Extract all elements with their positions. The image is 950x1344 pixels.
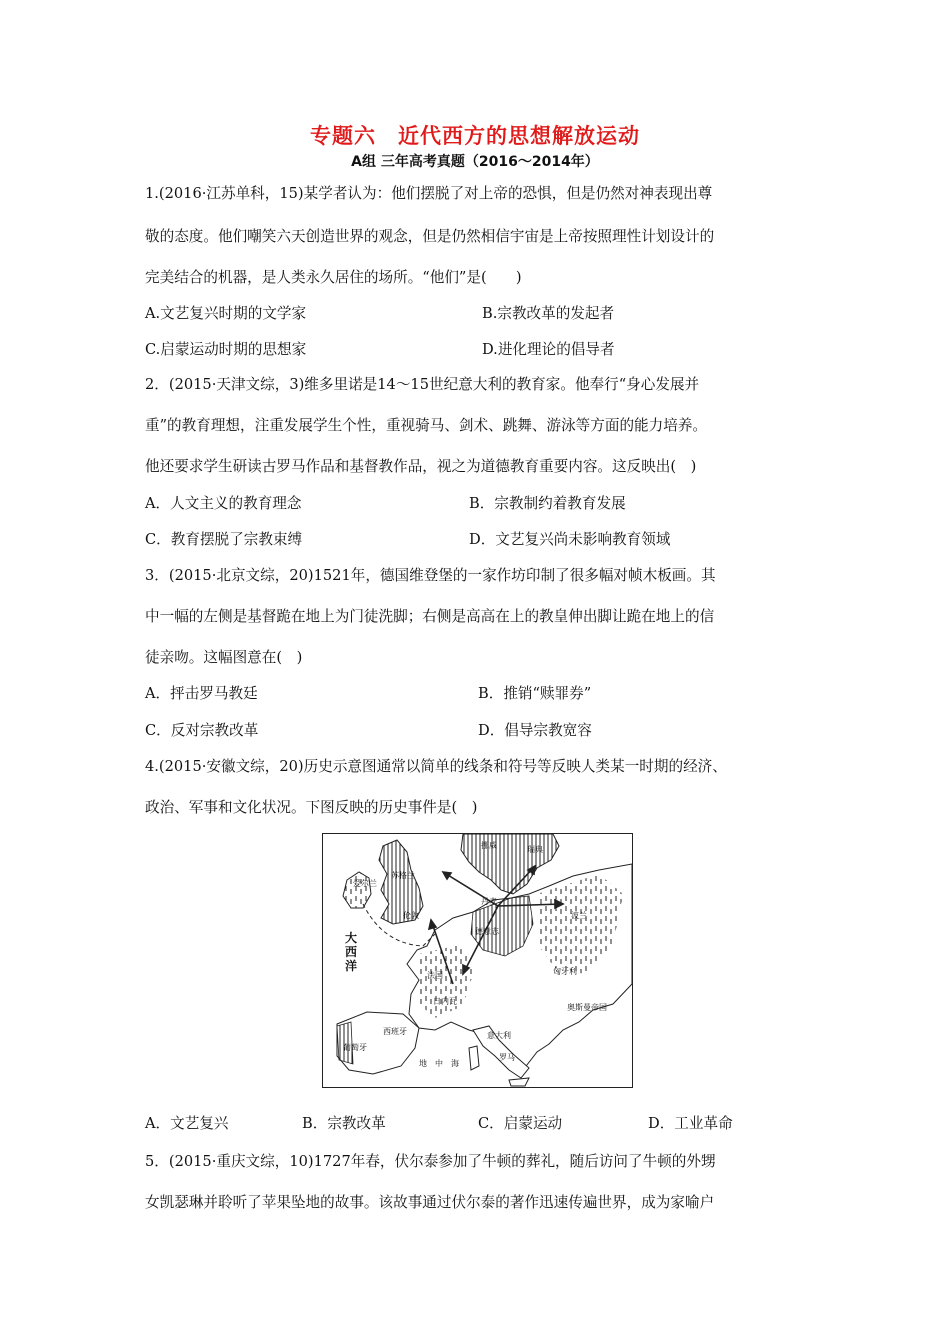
- q2-option-a[interactable]: A．人文主义的教育理念: [145, 495, 302, 512]
- map-label-portugal: 葡萄牙: [343, 1043, 367, 1052]
- q1-option-a[interactable]: A.文艺复兴时期的文学家: [145, 305, 307, 322]
- europe-reformation-map: [322, 833, 633, 1088]
- q1-line-2: 敬的态度。他们嘲笑六天创造世界的观念，但是仍然相信宇宙是上帝按照理性计划设计的: [145, 228, 715, 245]
- q3-option-a[interactable]: A．抨击罗马教廷: [145, 685, 258, 702]
- map-label-ocean-3: 洋: [345, 959, 358, 973]
- q2-option-c[interactable]: C．教育摆脱了宗教束缚: [145, 531, 303, 548]
- q5-line-2: 女凯瑟琳并聆听了苹果坠地的故事。该故事通过伏尔泰的著作迅速传遍世界，成为家喻户: [145, 1194, 715, 1211]
- map-label-ireland: 爱尔兰: [353, 879, 377, 888]
- q2-line-3: 他还要求学生研读古罗马作品和基督教作品，视之为道德教育重要内容。这反映出( ): [145, 458, 697, 475]
- q3-option-c[interactable]: C．反对宗教改革: [145, 722, 259, 739]
- map-label-ottoman: 奥斯曼帝国: [567, 1003, 607, 1012]
- q4-line-1: 4.(2015·安徽文综，20)历史示意图通常以简单的线条和符号等反映人类某一时期的经济、: [145, 758, 727, 775]
- scandinavia-region: [461, 834, 559, 894]
- map-label-scotland: 苏格兰: [391, 871, 415, 880]
- page-title: 专题六 近代西方的思想解放运动: [310, 124, 640, 148]
- map-label-sea: 地 中 海: [419, 1059, 459, 1068]
- q3-line-2: 中一幅的左侧是基督跪在地上为门徒洗脚；右侧是高高在上的教皇伸出脚让跪在地上的信: [145, 608, 715, 625]
- q4-option-b[interactable]: B．宗教改革: [302, 1115, 386, 1132]
- map-label-london: 伦敦: [403, 911, 419, 920]
- q3-line-1: 3．(2015·北京文综，20)1521年，德国维登堡的一家作坊印制了很多幅对帧木板画。其: [145, 567, 716, 584]
- map-label-hungary: 匈牙利: [553, 967, 577, 976]
- q5-line-1: 5．(2015·重庆文综，10)1727年春，伏尔泰参加了牛顿的葬礼，随后访问了牛顿的外甥: [145, 1153, 716, 1170]
- map-label-norway: 挪威: [481, 841, 497, 850]
- map-label-germany: 德意志: [475, 927, 499, 936]
- q4-line-2: 政治、军事和文化状况。下图反映的历史事件是( ): [145, 799, 478, 816]
- q2-option-d[interactable]: D．文艺复兴尚未影响教育领域: [469, 531, 671, 548]
- map-label-france: 法国: [427, 971, 443, 980]
- map-label-rome: 罗马: [499, 1053, 515, 1062]
- map-label-italy: 意大利: [487, 1031, 511, 1040]
- q3-option-d[interactable]: D．倡导宗教宽容: [478, 722, 592, 739]
- map-label-ocean-1: 大: [345, 931, 358, 945]
- map-label-spain: 西班牙: [383, 1027, 407, 1036]
- q2-line-1: 2．(2015·天津文综，3)维多里诺是14～15世纪意大利的教育家。他奉行“身心发展并: [145, 376, 700, 393]
- ireland-region: [343, 872, 371, 908]
- map-label-denmark: 丹麦: [481, 897, 497, 906]
- q2-option-b[interactable]: B．宗教制约着教育发展: [469, 495, 626, 512]
- map-label-sweden: 瑞典: [527, 845, 543, 854]
- q1-line-1: 1.(2016·江苏单科，15)某学者认为：他们摆脱了对上帝的恐惧，但是仍然对神表现出尊: [145, 185, 713, 202]
- map-label-ocean-2: 西: [345, 945, 358, 959]
- map-label-geneva: 日内瓦: [433, 997, 457, 1006]
- q4-option-c[interactable]: C．启蒙运动: [478, 1115, 563, 1132]
- q3-line-3: 徒亲吻。这幅图意在( ): [145, 649, 303, 666]
- map-svg: [323, 834, 632, 1087]
- q4-option-d[interactable]: D．工业革命: [648, 1115, 733, 1132]
- q1-option-b[interactable]: B.宗教改革的发起者: [482, 305, 615, 322]
- q1-line-3: 完美结合的机器，是人类永久居住的场所。“他们”是( ): [145, 269, 522, 286]
- q2-line-2: 重”的教育理想，注重发展学生个性，重视骑马、剑术、跳舞、游泳等方面的能力培养。: [145, 417, 708, 434]
- q1-option-d[interactable]: D.进化理论的倡导者: [482, 341, 615, 358]
- q3-option-b[interactable]: B．推销“赎罪券”: [478, 685, 592, 702]
- q4-option-a[interactable]: A．文艺复兴: [145, 1115, 229, 1132]
- map-label-poland: 波兰: [571, 911, 587, 920]
- q1-option-c[interactable]: C.启蒙运动时期的思想家: [145, 341, 307, 358]
- section-subtitle: A组 三年高考真题（2016～2014年）: [351, 154, 599, 170]
